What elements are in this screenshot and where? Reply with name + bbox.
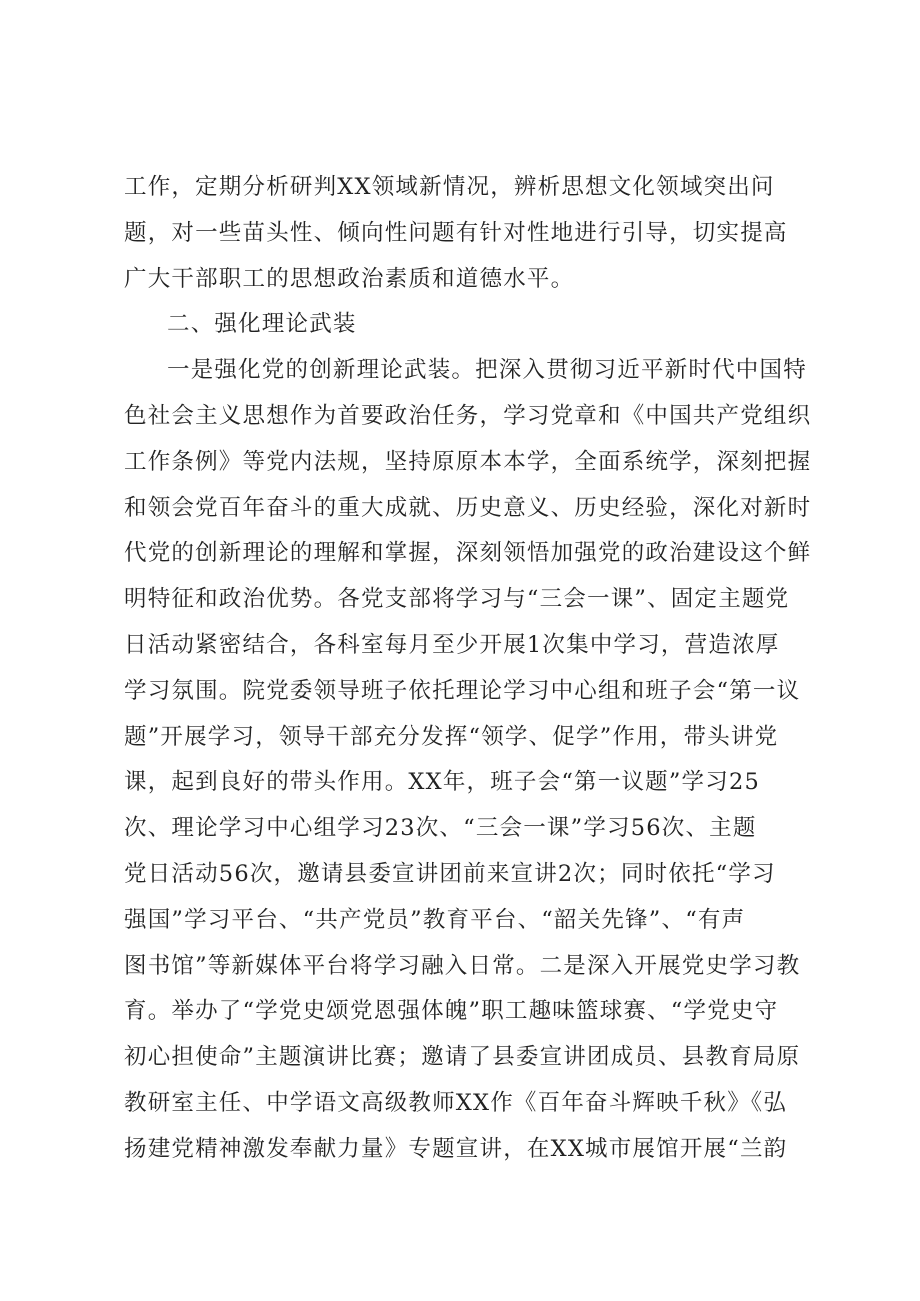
paragraph-line: 代党的创新理论的理解和掌握，深刻领悟加强党的政治建设这个鲜 bbox=[124, 540, 812, 567]
paragraph-line: 色社会主义思想作为首要政治任务，学习党章和《中国共产党组织 bbox=[124, 402, 812, 429]
paragraph-line: 日活动紧密结合，各科室每月至少开展1次集中学习，营造浓厚 bbox=[124, 631, 780, 658]
paragraph-line: 次、理论学习中心组学习23次、“三会一课”学习56次、主题 bbox=[124, 815, 757, 842]
paragraph-line: 党日活动56次，邀请县委宣讲团前来宣讲2次；同时依托“学习 bbox=[124, 860, 776, 887]
paragraph-line: 扬建党精神激发奉献力量》专题宣讲，在XX城市展馆开展“兰韵 bbox=[124, 1135, 788, 1162]
paragraph-line: 图书馆”等新媒体平台将学习融入日常。二是深入开展党史学习教 bbox=[124, 952, 801, 979]
paragraph-line: 课，起到良好的带头作用。XX年，班子会“第一议题”学习25 bbox=[124, 769, 760, 796]
paragraph-line: 工作，定期分析研判XX领域新情况，辨析思想文化领域突出问 bbox=[124, 174, 775, 200]
paragraph-line: 学习氛围。院党委领导班子依托理论学习中心组和班子会“第一议 bbox=[124, 677, 801, 704]
paragraph-line: 题，对一些苗头性、倾向性问题有针对性地进行引导，切实提高 bbox=[124, 219, 788, 246]
section-heading: 二、强化理论武装 bbox=[167, 311, 357, 338]
paragraph-line: 工作条例》等党内法规，坚持原原本本学，全面系统学，深刻把握 bbox=[124, 448, 812, 475]
paragraph-line: 广大干部职工的思想政治素质和道德水平。 bbox=[124, 265, 575, 292]
paragraph-line: 题”开展学习，领导干部充分发挥“领学、促学”作用，带头讲党 bbox=[124, 723, 779, 750]
document-body bbox=[124, 165, 812, 1173]
paragraph-line: 初心担使命”主题演讲比赛；邀请了县委宣讲团成员、县教育局原 bbox=[124, 1044, 801, 1071]
paragraph-line: 强国”学习平台、“共产党员”教育平台、“韶关先锋”、“有声 bbox=[124, 906, 746, 933]
paragraph-line: 明特征和政治优势。各党支部将学习与“三会一课”、固定主题党 bbox=[124, 586, 790, 613]
paragraph-line: 和领会党百年奋斗的重大成就、历史意义、历史经验，深化对新时 bbox=[124, 494, 812, 521]
paragraph-first-line: 一是强化党的创新理论武装。把深入贯彻习近平新时代中国特 bbox=[167, 357, 807, 384]
paragraph-line: 育。举办了“学党史颂党恩强体魄”职工趣味篮球赛、“学党史守 bbox=[124, 998, 779, 1025]
paragraph-line: 教研室主任、中学语文高级教师XX作《百年奋斗辉映千秋》《弘 bbox=[124, 1089, 788, 1116]
